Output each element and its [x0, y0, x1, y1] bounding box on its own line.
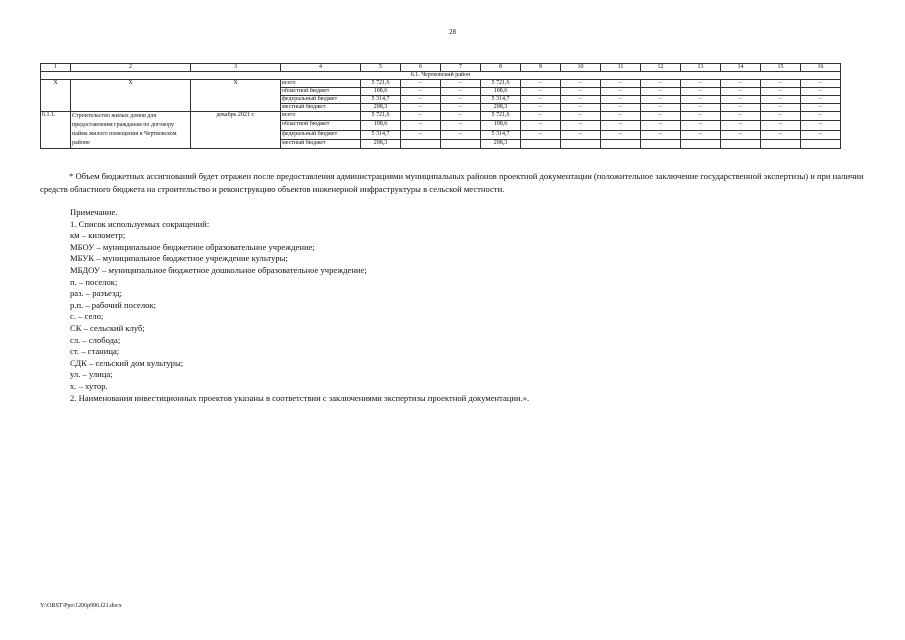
value-cell: – — [641, 121, 681, 130]
value-cell: – — [641, 130, 681, 139]
header-row — [41, 64, 841, 72]
budget-type-cell: федеральный бюджет — [281, 96, 361, 104]
value-cell: – — [401, 130, 441, 139]
section-row — [41, 72, 841, 80]
value-cell: – — [521, 112, 561, 121]
value-cell: – — [681, 104, 721, 112]
value-cell: – — [761, 112, 801, 121]
value-cell: – — [601, 104, 641, 112]
value-cell: – — [761, 121, 801, 130]
value-cell: 108,6 — [361, 88, 401, 96]
value-cell: – — [761, 80, 801, 88]
value-cell: – — [801, 80, 841, 88]
cell-col3: Х — [191, 80, 281, 112]
value-cell: – — [521, 104, 561, 112]
value-cell: – — [641, 112, 681, 121]
value-cell: – — [441, 112, 481, 121]
budget-type-cell: всего — [281, 112, 361, 121]
cell-col1: Х — [41, 80, 71, 112]
value-cell: – — [681, 130, 721, 139]
value-cell: – — [401, 88, 441, 96]
abbreviation-item: р.п. – рабочий поселок; — [70, 299, 157, 310]
value-cell: – — [521, 88, 561, 96]
budget-table — [40, 63, 841, 149]
value-cell: – — [441, 96, 481, 104]
header-cell: 15 — [761, 64, 801, 72]
notes-item-2: 2. Наименования инвестиционных проектов указаны в соответствии с заключениями экспертизы проектной документации.». — [70, 392, 530, 403]
value-cell: – — [521, 80, 561, 88]
value-cell: – — [561, 121, 601, 130]
value-cell: – — [721, 88, 761, 96]
value-cell: – — [761, 104, 801, 112]
value-cell: – — [761, 96, 801, 104]
value-cell — [801, 139, 841, 148]
value-cell: – — [721, 80, 761, 88]
value-cell — [641, 139, 681, 148]
value-cell: 108,6 — [361, 121, 401, 130]
value-cell — [761, 139, 801, 148]
abbreviation-item: МБОУ – муниципальное бюджетное образовательное учреждение; — [70, 241, 315, 252]
value-cell: – — [401, 121, 441, 130]
value-cell: – — [681, 96, 721, 104]
value-cell: – — [441, 80, 481, 88]
header-cell: 8 — [481, 64, 521, 72]
value-cell: – — [601, 80, 641, 88]
value-cell: – — [561, 80, 601, 88]
value-cell: – — [641, 96, 681, 104]
value-cell: – — [601, 96, 641, 104]
value-cell: – — [601, 130, 641, 139]
value-cell: – — [401, 112, 441, 121]
value-cell: – — [761, 130, 801, 139]
value-cell: – — [641, 88, 681, 96]
value-cell: – — [521, 96, 561, 104]
value-cell: – — [721, 121, 761, 130]
value-cell: – — [761, 88, 801, 96]
cell-col2: Х — [71, 80, 191, 112]
cell-col3: декабрь 2021 г. — [191, 112, 281, 149]
value-cell — [681, 139, 721, 148]
value-cell: – — [601, 88, 641, 96]
value-cell: – — [801, 104, 841, 112]
value-cell: 5 721,6 — [481, 112, 521, 121]
header-cell: 1 — [41, 64, 71, 72]
value-cell: 5 721,6 — [361, 80, 401, 88]
header-cell: 2 — [71, 64, 191, 72]
abbreviation-item: с. – село; — [70, 311, 104, 322]
abbreviation-list — [70, 230, 529, 392]
value-cell: – — [561, 112, 601, 121]
cell-col1: 6.1.1. — [41, 112, 71, 149]
budget-type-cell: местный бюджет — [281, 139, 361, 148]
value-cell: 108,6 — [481, 88, 521, 96]
value-cell: – — [401, 80, 441, 88]
abbreviation-item: км – километр; — [70, 230, 126, 241]
value-cell: – — [801, 88, 841, 96]
header-cell: 9 — [521, 64, 561, 72]
value-cell: – — [561, 96, 601, 104]
abbreviation-item: СК – сельский клуб; — [70, 322, 145, 333]
value-cell: 5 721,6 — [481, 80, 521, 88]
header-cell: 5 — [361, 64, 401, 72]
header-cell: 3 — [191, 64, 281, 72]
budget-type-cell: областной бюджет — [281, 88, 361, 96]
header-cell: 13 — [681, 64, 721, 72]
value-cell: – — [801, 96, 841, 104]
abbreviation-item: ул. – улица; — [70, 369, 113, 380]
section-title: 6.1. Чертковский район — [41, 72, 841, 80]
value-cell: – — [441, 104, 481, 112]
abbreviation-item: раз. – разъезд; — [70, 288, 122, 299]
value-cell: – — [801, 121, 841, 130]
value-cell: 5 314,7 — [481, 130, 521, 139]
value-cell: – — [681, 121, 721, 130]
header-cell: 6 — [401, 64, 441, 72]
notes-title: Примечание. — [70, 207, 118, 217]
abbreviation-item: МБУК – муниципальное бюджетное учреждение культуры; — [70, 253, 288, 264]
value-cell: 5 314,7 — [361, 130, 401, 139]
table-row — [41, 80, 841, 88]
header-cell: 7 — [441, 64, 481, 72]
value-cell: – — [561, 104, 601, 112]
abbreviation-item: п. – поселок; — [70, 276, 118, 287]
abbreviation-item: СДК – сельский дом культуры; — [70, 357, 184, 368]
value-cell: – — [681, 88, 721, 96]
value-cell: – — [401, 96, 441, 104]
value-cell: 298,3 — [361, 104, 401, 112]
value-cell: 5 721,6 — [361, 112, 401, 121]
value-cell: – — [521, 121, 561, 130]
value-cell: – — [801, 112, 841, 121]
header-cell: 16 — [801, 64, 841, 72]
abbreviation-item: ст. – станица; — [70, 346, 120, 357]
value-cell: – — [441, 121, 481, 130]
value-cell: – — [681, 112, 721, 121]
notes — [70, 207, 529, 404]
value-cell — [401, 139, 441, 148]
value-cell: – — [441, 130, 481, 139]
value-cell: – — [801, 130, 841, 139]
value-cell: – — [641, 104, 681, 112]
budget-type-cell: всего — [281, 80, 361, 88]
abbreviation-item: сл. – слобода; — [70, 334, 121, 345]
cell-col2: Строительство жилых домов для предоставления гражданам по договору найма жилого помещения в Чертковском районе — [71, 112, 191, 149]
table-row — [41, 112, 841, 121]
header-cell: 11 — [601, 64, 641, 72]
header-cell: 4 — [281, 64, 361, 72]
header-cell: 12 — [641, 64, 681, 72]
value-cell: – — [601, 121, 641, 130]
abbreviation-item: х. – хутор. — [70, 380, 108, 391]
value-cell: 298,3 — [481, 139, 521, 148]
header-cell: 10 — [561, 64, 601, 72]
value-cell — [561, 139, 601, 148]
value-cell — [721, 139, 761, 148]
value-cell: 5 314,7 — [361, 96, 401, 104]
value-cell: – — [601, 112, 641, 121]
value-cell: 5 314,7 — [481, 96, 521, 104]
value-cell — [601, 139, 641, 148]
value-cell — [521, 139, 561, 148]
value-cell: – — [401, 104, 441, 112]
abbreviation-item: МБДОУ – муниципальное бюджетное дошкольное образовательное учреждение; — [70, 264, 367, 275]
footnote: * Объем бюджетных ассигнований будет отражен после предоставления администрациями муниципальных районов проектной документации (положительное заключение государственной экспертизы) и при наличии средств областного бюджета на строительство и реконструкцию объектов инженерной инфраструктуры в сельской местности. — [40, 171, 864, 194]
value-cell: – — [721, 112, 761, 121]
value-cell: – — [641, 80, 681, 88]
value-cell: 298,3 — [481, 104, 521, 112]
budget-type-cell: областной бюджет — [281, 121, 361, 130]
value-cell: 298,3 — [361, 139, 401, 148]
budget-type-cell: федеральный бюджет — [281, 130, 361, 139]
notes-item-1: 1. Список используемых сокращений: — [70, 218, 210, 229]
value-cell: – — [561, 88, 601, 96]
value-cell: – — [441, 88, 481, 96]
value-cell: – — [721, 130, 761, 139]
value-cell: – — [521, 130, 561, 139]
page-number: 28 — [449, 28, 456, 36]
file-path: Y:\ORST\Ppo\1206p996.f21.docx — [40, 603, 122, 609]
value-cell: – — [721, 104, 761, 112]
value-cell: 108,6 — [481, 121, 521, 130]
value-cell: – — [681, 80, 721, 88]
value-cell: – — [721, 96, 761, 104]
value-cell: – — [561, 130, 601, 139]
value-cell — [441, 139, 481, 148]
budget-type-cell: местный бюджет — [281, 104, 361, 112]
header-cell: 14 — [721, 64, 761, 72]
